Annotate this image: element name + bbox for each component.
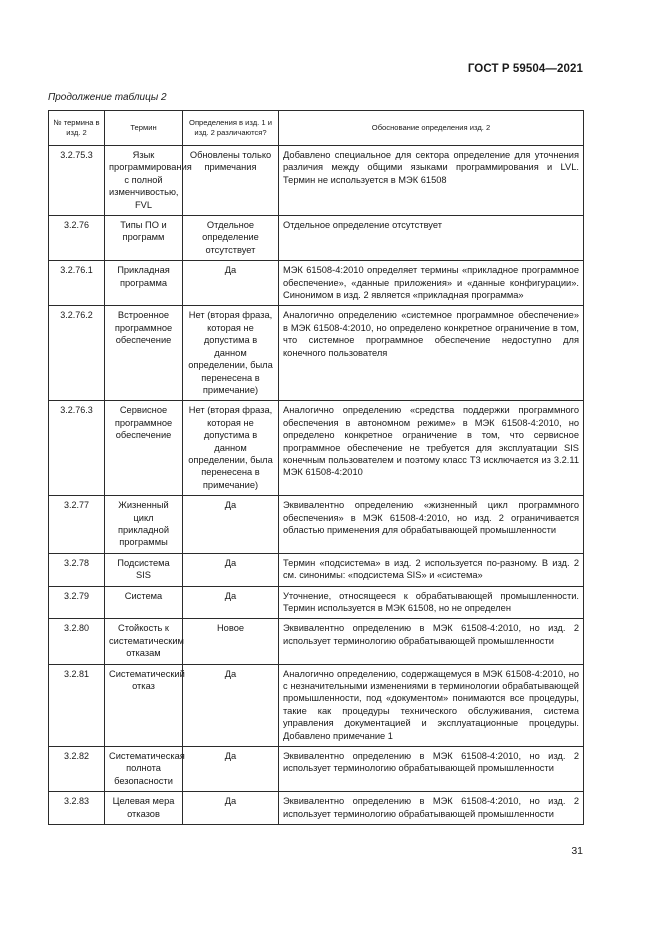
term-number: 3.2.76.2 — [49, 306, 105, 401]
table-caption: Продолжение таблицы 2 — [48, 92, 167, 103]
definition-difference: Нет (вторая фраза, которая не допустима в данном определении, была перенесена в примечание) — [183, 401, 279, 496]
definition-difference: Да — [183, 792, 279, 825]
definition-difference: Отдельное определение отсутствует — [183, 216, 279, 261]
definition-difference: Нет (вторая фраза, которая не допустима в данном определении, была перенесена в примечание) — [183, 306, 279, 401]
definition-difference: Да — [183, 664, 279, 746]
term-number: 3.2.83 — [49, 792, 105, 825]
term-name: Жизненный цикл прикладной программы — [105, 496, 183, 554]
definition-justification: Отдельное определение отсутствует — [279, 216, 584, 261]
term-name: Система — [105, 586, 183, 619]
definition-difference: Да — [183, 496, 279, 554]
table-row — [49, 306, 584, 401]
column-header-term: Термин — [105, 111, 183, 146]
term-name: Типы ПО и программ — [105, 216, 183, 261]
definition-justification: МЭК 61508-4:2010 определяет термины «прикладное программное обеспечение», «данные приложения» и «данные конфигурации». Синонимом в изд. 2 является «прикладная программа» — [279, 261, 584, 306]
definition-justification: Термин «подсистема» в изд. 2 используется по-разному. В изд. 2 см. синонимы: «подсистема SIS» и «система» — [279, 553, 584, 586]
term-number: 3.2.81 — [49, 664, 105, 746]
table-row — [49, 261, 584, 306]
table-row — [49, 792, 584, 825]
definition-difference: Обновлены только примечания — [183, 146, 279, 216]
table-row — [49, 216, 584, 261]
term-name: Сервисное программное обеспечение — [105, 401, 183, 496]
table-row — [49, 619, 584, 664]
definition-justification: Эквивалентно определению «жизненный цикл программного обеспечения» в МЭК 61508-4:2010, но изд. 2 ограничивается областью применения для обрабатывающей промышленности — [279, 496, 584, 554]
term-number: 3.2.76.3 — [49, 401, 105, 496]
definition-justification: Аналогично определению «средства поддержки программного обеспечения в автономном режиме» в МЭК 61508-4:2010, но определено конкретное ограничение в том, что сервисное программное обеспечение не требуется для эксплуатации SIS конечным пользователем и поэтому класс Т3 исключается из 3.2.11 МЭК 61508-4:2010 — [279, 401, 584, 496]
definition-justification: Эквивалентно определению в МЭК 61508-4:2010, но изд. 2 использует терминологию обрабатывающей промышленности — [279, 747, 584, 792]
term-number: 3.2.77 — [49, 496, 105, 554]
term-number: 3.2.76 — [49, 216, 105, 261]
definition-justification: Аналогично определению «системное программное обеспечение» в МЭК 61508-4:2010, но определено конкретное ограничение в том, что системное программное обеспечение недоступно для конечного пользователя — [279, 306, 584, 401]
column-header-justification: Обоснование определения изд. 2 — [279, 111, 584, 146]
term-name: Подсистема SIS — [105, 553, 183, 586]
table-row — [49, 664, 584, 746]
definition-difference: Да — [183, 747, 279, 792]
term-name: Встроенное программное обеспечение — [105, 306, 183, 401]
definition-justification: Добавлено специальное для сектора определение для уточнения различия между общими языками программирования и LVL. Термин не используется в МЭК 61508 — [279, 146, 584, 216]
term-number: 3.2.78 — [49, 553, 105, 586]
document-standard-header: ГОСТ Р 59504—2021 — [467, 63, 583, 75]
table-row — [49, 747, 584, 792]
column-header-difference: Определения в изд. 1 и изд. 2 различаются? — [183, 111, 279, 146]
table-row — [49, 496, 584, 554]
definition-difference: Да — [183, 586, 279, 619]
definition-difference: Да — [183, 261, 279, 306]
term-number: 3.2.79 — [49, 586, 105, 619]
term-name: Стойкость к систематическим отказам — [105, 619, 183, 664]
definition-justification: Эквивалентно определению в МЭК 61508-4:2010, но изд. 2 использует терминологию обрабатывающей промышленности — [279, 792, 584, 825]
terms-table — [48, 110, 584, 825]
definition-justification: Эквивалентно определению в МЭК 61508-4:2010, но изд. 2 использует терминологию обрабатывающей промышленности — [279, 619, 584, 664]
table-row — [49, 401, 584, 496]
term-number: 3.2.75.3 — [49, 146, 105, 216]
definition-difference: Новое — [183, 619, 279, 664]
table-row — [49, 146, 584, 216]
definition-difference: Да — [183, 553, 279, 586]
table-row — [49, 586, 584, 619]
definition-justification: Уточнение, относящееся к обрабатывающей промышленности. Термин используется в МЭК 61508, но не определен — [279, 586, 584, 619]
column-header-number: № термина в изд. 2 — [49, 111, 105, 146]
page-number: 31 — [571, 845, 583, 857]
term-name: Целевая мера отказов — [105, 792, 183, 825]
term-name: Систематическая полнота безопасности — [105, 747, 183, 792]
term-number: 3.2.82 — [49, 747, 105, 792]
table-header-row — [49, 111, 584, 146]
term-name: Язык программирования с полной изменчивостью, FVL — [105, 146, 183, 216]
table-row — [49, 553, 584, 586]
definition-justification: Аналогично определению, содержащемуся в МЭК 61508-4:2010, но с незначительными изменениями в терминологии обрабатывающей промышленности, под «документом» понимаются все процедуры, такие как процедуры технического обслуживания, система управления документацией и эксплуатационные процедуры. Добавлено примечание 1 — [279, 664, 584, 746]
term-number: 3.2.80 — [49, 619, 105, 664]
term-number: 3.2.76.1 — [49, 261, 105, 306]
term-name: Прикладная программа — [105, 261, 183, 306]
term-name: Систематический отказ — [105, 664, 183, 746]
